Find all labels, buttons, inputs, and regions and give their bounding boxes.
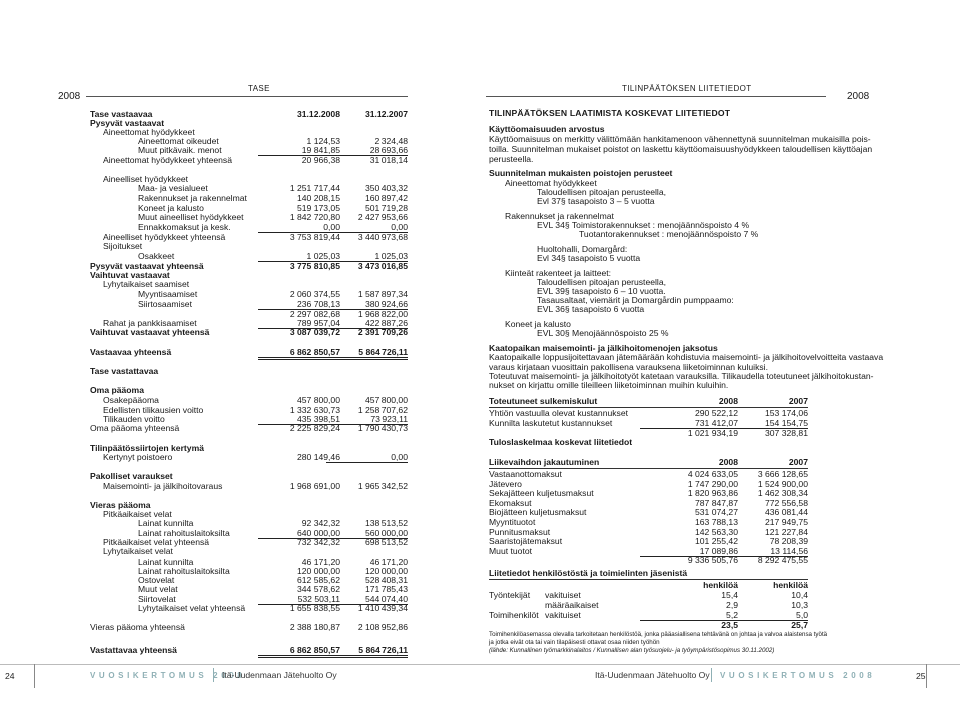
closure-value-2007: 153 174,06 (764, 408, 808, 418)
balance-value-2007: 2 324,48 (374, 136, 408, 146)
balance-value-2007: 5 864 726,11 (326, 347, 408, 360)
staff-value-2007: 25,7 (791, 620, 808, 630)
balance-value-2007: 2 108 952,86 (357, 622, 408, 632)
landfill-title: Kaatopaikan maisemointi- ja jälkihoitomenojen jaksotus (489, 343, 718, 353)
landfill-line-1: Kaatopaikalle loppusijoitettavaan jätemäärään kohdistuvia maisemointi- ja jälkihoitovelvoitteita vastaava (489, 352, 884, 362)
footer-brand-right: VUOSIKERTOMUS 2008 (720, 671, 876, 680)
balance-row-label: Pitkäaikaiset velat yhteensä (103, 537, 210, 547)
footer-org-left: Itä-Uudenmaan Jätehuolto Oy (222, 670, 337, 680)
balance-value-2007: 138 513,52 (364, 518, 408, 528)
staff-value-2007: 10,4 (791, 590, 808, 600)
revenue-value-2008: 9 336 505,76 (687, 555, 738, 566)
balance-row-label: Siirtovelat (138, 594, 176, 604)
landfill-line-3: Toteutuvat maisemointi- ja jälkihoitotyöt katetaan varauksilla. Tilikaudella toteutuneet jälkihoitokustan- (489, 371, 874, 381)
landfill-line-4: nukset on kirjattu omille tileilleen liiketoiminnan muihin kuluihin. (489, 380, 729, 390)
balance-value-2007: 544 074,40 (326, 594, 408, 605)
dep-line: Evl 37§ tasapoisto 3 – 5 vuotta (537, 196, 655, 206)
dep-line: Taloudellisen pitoajan perusteella, (537, 187, 666, 197)
revenue-value-2007: 13 114,56 (710, 546, 808, 557)
closure-value-2007: 307 328,81 (764, 428, 808, 438)
dep-line: Tasausaltaat, viemärit ja Domargårdin pumppaamo: (537, 295, 734, 305)
dep-line: EVL 36§ tasapoisto 6 vuotta (537, 304, 645, 314)
revenue-value-2007: 8 292 475,55 (757, 555, 808, 566)
revenue-row-label: Biojätteen kuljetusmaksut (489, 507, 587, 518)
balance-value-2007: 1 790 430,73 (357, 423, 408, 433)
valuation-line-2: toilla. Suunnitelman mukaiset poistot on laskettu käyttöomaisuushyödykkeen taloudellisen käyttöajan (489, 144, 873, 154)
balance-row-label: Lyhytaikaiset velat yhteensä (138, 603, 246, 613)
balance-row-label: Muut velat (138, 584, 178, 594)
closure-row-label: Yhtiön vastuulla olevat kustannukset (489, 408, 629, 418)
balance-row-label: Kertynyt poistoero (103, 452, 173, 462)
staff-value-2007: 5,0 (710, 610, 808, 621)
dep-line: Aineettomat hyödykkeet (505, 178, 597, 188)
balance-value-2007: 1 410 439,34 (357, 603, 408, 613)
balance-value-2008: 6 862 850,57 (258, 645, 340, 658)
footnote-line-3: (lähde: Kunnallinen työmarkkinalaitos / Kunnallisen alan työsuojelu- ja työympäristösopimus 30.11.2002) (489, 647, 775, 654)
balance-value-2007: 528 408,31 (364, 575, 408, 585)
revenue-value-2008: 17 089,86 (640, 546, 738, 557)
balance-row-label: Pysyvät vastaavat (90, 118, 165, 128)
balance-value-2008: 789 957,04 (258, 318, 340, 329)
balance-value-2007: 46 171,20 (369, 557, 408, 567)
closure-col-2008: 2008 (718, 396, 738, 406)
balance-value-2007: 1 025,03 (326, 251, 408, 262)
balance-value-2008: 640 000,00 (258, 528, 340, 539)
landfill-line-2: varaus kirjataan vuosittain pakollisena varauksena liiketoiminnan kuluiksi. (489, 362, 768, 372)
balance-value-2007: 698 513,52 (364, 537, 408, 547)
balance-row-label: Aineelliset hyödykkeet (103, 174, 189, 184)
dep-line: EVL 30§ Menojäännöspoisto 25 % (537, 328, 669, 338)
balance-row-label: Vieras pääoma yhteensä (90, 622, 185, 632)
balance-value-2008: 3 775 810,85 (289, 261, 340, 271)
balance-row-label: Rakennukset ja rakennelmat (138, 193, 247, 203)
balance-value-2007: 1 968 822,00 (357, 309, 408, 319)
staff-value-2008: 23,5 (721, 620, 738, 630)
balance-value-2007: 3 440 973,68 (357, 232, 408, 242)
revenue-col-2008: 2008 (718, 457, 738, 467)
revenue-value-2008: 163 788,13 (694, 517, 738, 527)
balance-value-2008: 19 841,85 (258, 145, 340, 156)
balance-row-label: Aineettomat oikeudet (138, 136, 219, 146)
balance-value-2007: 160 897,42 (364, 193, 408, 203)
dep-line: Huoltohalli, Domargård: (537, 244, 628, 254)
balance-row-label: Oma pääoma (90, 385, 144, 395)
valuation-line-3: perusteella. (489, 154, 534, 164)
header-label-right: TILINPÄÄTÖKSEN LIITETIEDOT (622, 84, 752, 93)
balance-value-2008: 1 968 691,00 (289, 481, 340, 491)
revenue-row-label: Saaristojätemaksut (489, 536, 563, 547)
balance-value-2008: 1 124,53 (306, 136, 340, 146)
balance-value-2008: 1 251 717,44 (289, 183, 340, 193)
balance-value-2008: 3 087 039,72 (289, 327, 340, 337)
footer-org-right: Itä-Uudenmaan Jätehuolto Oy (595, 670, 710, 680)
staff-col-2008: henkilöä (703, 580, 738, 590)
closure-value-2008: 1 021 934,19 (687, 428, 738, 438)
balance-value-2008: 457 800,00 (296, 395, 340, 405)
revenue-value-2007: 78 208,39 (769, 536, 808, 547)
balance-value-2008: 6 862 850,57 (258, 347, 340, 360)
closure-col-2007: 2007 (788, 396, 808, 406)
balance-value-2007: 2 391 709,26 (357, 327, 408, 337)
revenue-row-label: Ekomaksut (489, 497, 532, 508)
balance-col1-header: 31.12.2008 (296, 109, 340, 119)
balance-value-2007: 1 965 342,52 (357, 481, 408, 491)
balance-row-label: Ostovelat (138, 575, 175, 585)
balance-value-2008: 2 297 082,68 (289, 309, 340, 319)
dep-line: EVL 39§ tasapoisto 6 – 10 vuotta. (537, 286, 666, 296)
closure-value-2008: 290 522,12 (694, 408, 738, 418)
revenue-col-2007: 2007 (788, 457, 808, 467)
dep-line: Kiinteät rakenteet ja laitteet: (505, 268, 612, 278)
balance-value-2008: 435 398,51 (258, 414, 340, 425)
revenue-value-2007: 772 556,58 (764, 497, 808, 508)
balance-row-label: Pysyvät vastaavat yhteensä (90, 261, 204, 271)
balance-value-2008: 1 332 630,73 (289, 405, 340, 415)
balance-value-2008: 3 753 819,44 (289, 232, 340, 242)
staff-type-label: vakituiset (545, 610, 581, 620)
income-title: Tuloslaskelmaa koskevat liitetiedot (489, 437, 633, 447)
revenue-value-2007: 1 524 900,00 (757, 478, 808, 489)
dep-line: Evl 34§ tasapoisto 5 vuotta (537, 253, 641, 263)
balance-value-2007: 422 887,26 (326, 318, 408, 329)
balance-row-label: Tilinpäätössiirtojen kertymä (90, 443, 204, 453)
balance-value-2007: 28 693,66 (326, 145, 408, 156)
balance-value-2007: 457 800,00 (364, 395, 408, 405)
balance-row-label: Tilikauden voitto (103, 414, 165, 424)
balance-row-label: Tase vastattavaa (90, 366, 159, 376)
staff-title: Liitetiedot henkilöstöstä ja toimielinten jäsenistä (489, 568, 688, 578)
staff-group-label: Toimihenkilöt (489, 610, 539, 620)
staff-value-2008: 2,9 (726, 600, 738, 610)
balance-value-2007: 1 587 897,34 (357, 289, 408, 299)
balance-value-2007: 560 000,00 (326, 528, 408, 539)
revenue-value-2008: 787 847,87 (694, 497, 738, 508)
balance-row-label: Koneet ja kalusto (138, 203, 204, 213)
balance-value-2007: 501 719,28 (364, 203, 408, 213)
footnote-line-2: ja jotka eivät ota tai vain tilapäisesti ottavat osaa niiden työhön (489, 639, 660, 646)
balance-value-2008: 92 342,32 (301, 518, 340, 528)
balance-row-label: Lainat rahoituslaitoksilta (138, 566, 230, 576)
balance-row-label: Muut aineelliset hyödykkeet (138, 212, 244, 222)
balance-row-label: Vaihtuvat vastaavat (90, 270, 170, 280)
balance-row-label: Pakolliset varaukset (90, 471, 173, 481)
balance-col2-header: 31.12.2007 (364, 109, 408, 119)
revenue-value-2008: 4 024 633,05 (687, 469, 738, 479)
staff-value-2008: 5,2 (640, 610, 738, 621)
revenue-value-2008: 531 074,27 (694, 507, 738, 518)
balance-row-label: Lainat kunnilta (138, 557, 194, 567)
revenue-value-2008: 101 255,42 (694, 536, 738, 547)
valuation-title: Käyttöomaisuuden arvostus (489, 124, 605, 134)
revenue-value-2008: 142 563,30 (694, 526, 738, 537)
closure-value-2008: 731 412,07 (640, 418, 738, 429)
revenue-value-2008: 1 747 290,00 (687, 478, 738, 489)
year-left: 2008 (58, 91, 81, 102)
balance-value-2007: 31 018,14 (369, 155, 408, 165)
balance-value-2007: 171 785,43 (364, 584, 408, 594)
balance-row-label: Pitkäaikaiset velat (103, 509, 172, 519)
balance-value-2007: 380 924,66 (326, 299, 408, 310)
balance-row-label: Edellisten tilikausien voitto (103, 405, 204, 415)
balance-value-2008: 612 585,62 (296, 575, 340, 585)
balance-value-2007: 73 923,11 (326, 414, 408, 425)
balance-value-2008: 236 708,13 (258, 299, 340, 310)
balance-row-label: Vastaavaa yhteensä (90, 347, 172, 357)
notes-title: TILINPÄÄTÖKSEN LAATIMISTA KOSKEVAT LIITETIEDOT (489, 108, 731, 118)
balance-value-2008: 140 208,15 (296, 193, 340, 203)
balance-row-label: Osakkeet (138, 251, 175, 261)
balance-row-label: Maa- ja vesialueet (138, 183, 208, 193)
revenue-value-2007: 436 081,44 (764, 507, 808, 518)
balance-value-2007: 0,00 (326, 222, 408, 233)
staff-value-2008: 15,4 (721, 590, 738, 600)
revenue-row-label: Punnitusmaksut (489, 526, 551, 537)
balance-value-2008: 344 578,62 (296, 584, 340, 594)
revenue-row-label: Vastaanottomaksut (489, 469, 562, 479)
staff-group-label: Työntekijät (489, 590, 531, 600)
revenue-value-2007: 217 949,75 (764, 517, 808, 527)
balance-value-2008: 732 342,32 (296, 537, 340, 547)
balance-value-2007: 0,00 (326, 452, 408, 463)
balance-row-label: Aineelliset hyödykkeet yhteensä (103, 232, 226, 242)
year-right: 2008 (847, 91, 870, 102)
balance-row-label: Aineettomat hyödykkeet (103, 127, 195, 137)
balance-row-label: Vastattavaa yhteensä (90, 645, 177, 655)
dep-line: EVL 34§ Toimistorakennukset : menojäännöspoisto 4 % (537, 220, 750, 230)
balance-row-label: Vieras pääoma (90, 500, 151, 510)
balance-value-2008: 46 171,20 (301, 557, 340, 567)
balance-row-label: Tase vastaavaa (90, 109, 153, 119)
balance-value-2008: 1 655 838,55 (289, 603, 340, 613)
balance-row-label: Lainat rahoituslaitoksilta (138, 528, 230, 538)
header-label-left: TASE (248, 84, 270, 93)
dep-line: Taloudellisen pitoajan perusteella, (537, 277, 666, 287)
revenue-row-label: Muut tuotot (489, 545, 532, 556)
staff-value-2007: 10,3 (791, 600, 808, 610)
balance-row-label: Lyhytaikaiset saamiset (103, 279, 190, 289)
balance-row-label: Siirtosaamiset (138, 299, 192, 309)
revenue-value-2007: 121 227,84 (764, 526, 808, 537)
page-number-right: 25 (916, 671, 926, 681)
depreciation-title: Suunnitelman mukaisten poistojen perusteet (489, 168, 673, 178)
balance-row-label: Vaihtuvat vastaavat yhteensä (90, 327, 210, 337)
balance-value-2008: 2 060 374,55 (289, 289, 340, 299)
balance-value-2008: 2 388 180,87 (289, 622, 340, 632)
revenue-value-2008: 1 820 963,86 (687, 488, 738, 499)
balance-value-2008: 20 966,38 (301, 155, 340, 165)
balance-value-2008: 280 149,46 (296, 452, 340, 462)
balance-value-2008: 1 025,03 (258, 251, 340, 262)
balance-value-2007: 2 427 953,66 (357, 212, 408, 222)
revenue-row-label: Sekajätteen kuljetusmaksut (489, 488, 594, 499)
balance-row-label: Ennakkomaksut ja kesk. (138, 222, 231, 232)
balance-value-2008: 519 173,05 (296, 203, 340, 213)
closure-costs-title: Toteutuneet sulkemiskulut (489, 396, 598, 406)
page-number-left: 24 (5, 671, 15, 681)
revenue-value-2007: 3 666 128,65 (757, 469, 808, 479)
balance-row-label: Lyhytaikaiset velat (103, 546, 173, 556)
revenue-value-2007: 1 462 308,34 (757, 488, 808, 499)
staff-type-label: vakituiset (545, 590, 581, 600)
dep-line: Tuotantorakennukset : menojäännöspoisto 7 % (579, 229, 759, 239)
balance-row-label: Aineettomat hyödykkeet yhteensä (103, 155, 232, 165)
balance-row-label: Maisemointi- ja jälkihoitovaraus (103, 481, 223, 491)
revenue-row-label: Jätevero (489, 478, 522, 489)
balance-value-2008: 532 503,11 (258, 594, 340, 605)
balance-value-2007: 120 000,00 (364, 566, 408, 576)
valuation-line-1: Käyttöomaisuus on merkitty välittömään hankitamenoon vähennettynä suunnitelman mukaisilla pois- (489, 134, 871, 144)
balance-value-2007: 350 403,32 (364, 183, 408, 193)
dep-line: Rakennukset ja rakennelmat (505, 211, 614, 221)
balance-value-2008: 2 225 829,24 (289, 423, 340, 433)
balance-row-label: Sijoitukset (103, 241, 143, 251)
dep-line: Koneet ja kalusto (505, 319, 571, 329)
balance-row-label: Myyntisaamiset (138, 289, 198, 299)
balance-value-2008: 1 842 720,80 (289, 212, 340, 222)
staff-col-2007: henkilöä (773, 580, 808, 590)
revenue-row-label: Myyntituotot (489, 517, 536, 527)
closure-value-2007: 154 154,75 (710, 418, 808, 429)
balance-row-label: Rahat ja pankkisaamiset (103, 318, 197, 328)
balance-value-2007: 1 258 707,62 (357, 405, 408, 415)
staff-type-label: määräaikaiset (545, 600, 599, 610)
balance-row-label: Osakepääoma (103, 395, 159, 405)
footer-brand-left: VUOSIKERTOMUS 2008 (90, 671, 246, 680)
balance-value-2008: 120 000,00 (296, 566, 340, 576)
closure-row-label: Kunnilta laskutetut kustannukset (489, 418, 613, 428)
balance-value-2007: 3 473 016,85 (357, 261, 408, 271)
balance-value-2008: 0,00 (258, 222, 340, 233)
balance-value-2007: 5 864 726,11 (326, 645, 408, 658)
balance-row-label: Muut pitkävaik. menot (138, 145, 222, 155)
balance-row-label: Lainat kunnilta (138, 518, 194, 528)
revenue-title: Liikevaihdon jakautuminen (489, 457, 600, 467)
footnote-line-1: Toimihenkilöasemassa olevalla tarkoitetaan henkilöstöä, jonka pääasiallisena tehtävänä on johtaa ja valvoa alaistensa työtä (489, 631, 828, 638)
balance-row-label: Oma pääoma yhteensä (90, 423, 180, 433)
